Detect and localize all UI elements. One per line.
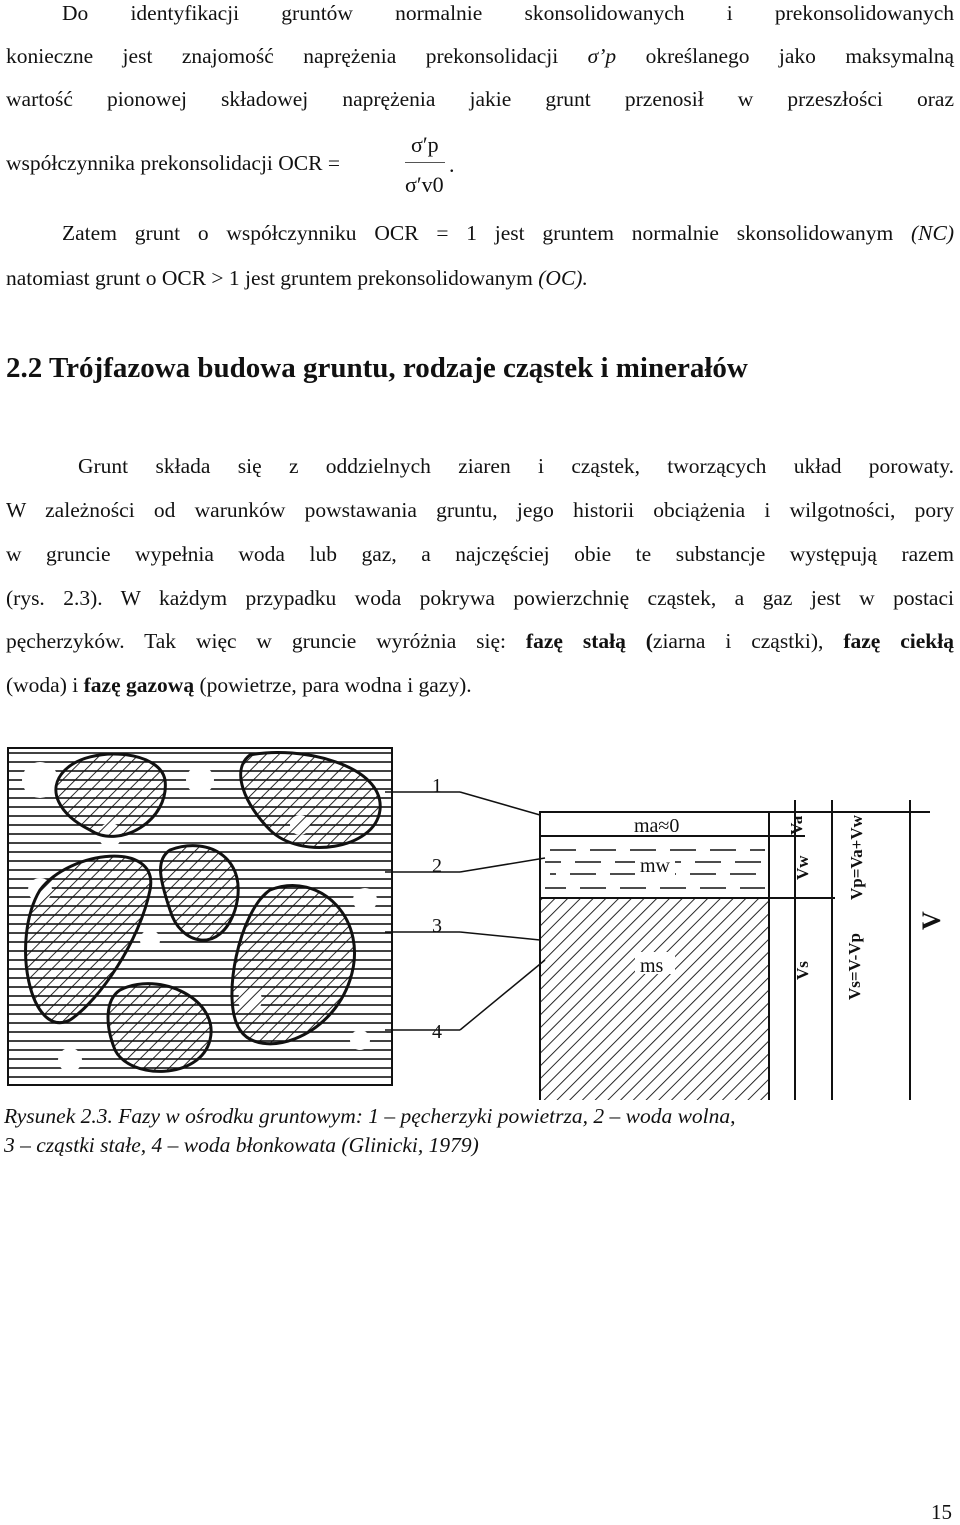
bold-term: fazę ciekłą [843,629,954,653]
intro-line-2 [6,43,954,69]
intro-line-1: Do identyfikacji gruntów normalnie skonsolidowanych i prekonsolidowanych [62,1,954,25]
label-vs: Vs [793,961,812,980]
label-4: 4 [432,1021,442,1043]
label-v: V [917,911,946,930]
para-line-1: Grunt składa się z oddzielnych ziaren i cząstek, tworzących układ porowaty. [78,454,954,478]
sigma-p-symbol: σ’p [587,44,617,68]
label-va: Va [787,815,806,835]
text: (NC) [911,221,954,245]
intro-line-6 [6,265,954,291]
figure-caption-line-2: 3 – cząstki stałe, 4 – woda błonkowata (Glinicki, 1979) [4,1133,479,1157]
fraction-numerator: σ′p [411,132,439,157]
label-ms: ms [640,955,664,977]
para-line-2: W zależności od warunków powstawania gruntu, jego historii obciążenia i wilgotności, pory [6,498,954,522]
label-mw: mw [640,855,670,877]
soil-sketch [8,748,392,1085]
intro-line-5 [62,220,954,246]
intro-line-3: wartość pionowej składowej naprężenia jakie grunt przenosił w przeszłości oraz [6,87,954,111]
text: pęcherzyków. Tak więc w gruncie wyróżnia się: [6,629,526,653]
bold-term: fazę gazową [83,673,195,697]
bold-term: fazę stałą ( [525,629,653,653]
para-line-4: (rys. 2.3). W każdym przypadku woda pokrywa powierzchnię cząstek, a gaz jest w postaci [6,586,954,610]
intro-line-4 [6,150,954,176]
text: natomiast grunt o OCR > 1 jest gruntem prekonsolidowanym [6,266,539,290]
label-vs-formula: Vs=V-Vp [845,933,864,1000]
text: ziarna i cząstki), [652,629,844,653]
figure-caption-line-1: Rysunek 2.3. Fazy w ośrodku gruntowym: 1 – pęcherzyki powietrza, 2 – woda wolna, [4,1104,736,1128]
text: (OC). [538,266,588,290]
para-line-3: w gruncie wypełnia woda lub gaz, a najczęściej obie te substancje występują razem [6,542,954,566]
label-3: 3 [432,915,442,937]
label-vw: Vw [793,855,812,880]
text: Zatem grunt o współczynniku OCR = 1 jest gruntem normalnie skonsolidowanym [62,221,911,245]
figure-soil-phases [0,740,960,1100]
text: (woda) i [6,673,84,697]
para-line-5 [6,628,954,654]
section-heading: 2.2 Trójfazowa budowa gruntu, rodzaje cząstek i minerałów [6,352,748,384]
label-vp: Vp=Va+Vw [847,815,866,900]
text: współczynnika prekonsolidacji OCR = [6,151,340,175]
label-1: 1 [432,775,442,797]
para-line-6 [6,672,954,698]
text: (powietrze, para wodna i gazy). [194,673,472,697]
page-number: 15 [931,1500,952,1524]
text: określanego jako maksymalną [616,44,954,68]
text: konieczne jest znajomość naprężenia prekonsolidacji [6,44,588,68]
fraction-denominator: σ′v0 [405,172,444,197]
label-2: 2 [432,855,442,877]
label-ma: ma≈0 [634,815,680,837]
